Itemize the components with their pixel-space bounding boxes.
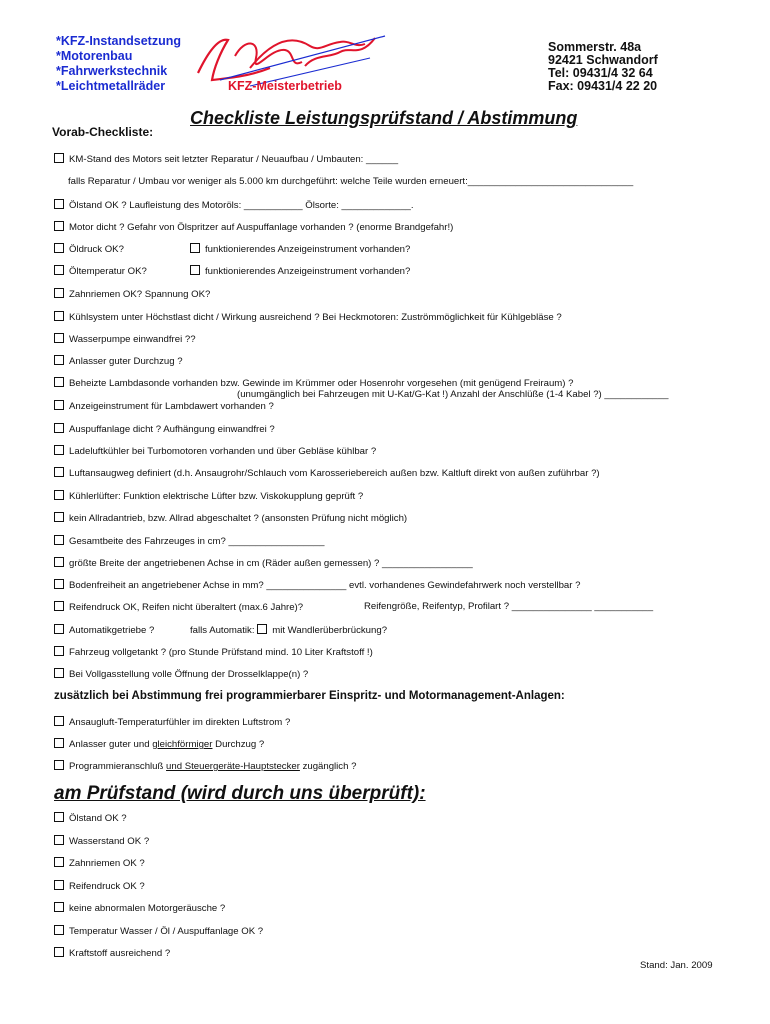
checkbox[interactable] [54,947,64,957]
check-item-reifendruck[interactable]: Reifendruck OK, Reifen nicht überaltert (max.6 Jahre)? [54,601,303,614]
check-item-allrad[interactable]: kein Allradantrieb, bzw. Allrad abgeschaltet ? (ansonsten Prüfung nicht möglich) [54,512,407,525]
address-line: Fax: 09431/4 22 20 [548,79,658,93]
checkbox[interactable] [54,835,64,845]
page-title: Checkliste Leistungsprüfstand / Abstimmung [190,108,578,128]
meisterbetrieb-label: KFZ-Meisterbetrieb [228,79,342,93]
check-item-pruefstand[interactable]: Reifendruck OK ? [54,880,145,893]
address-line: Sommerstr. 48a [548,40,642,54]
checkbox[interactable] [54,512,64,522]
checkbox[interactable] [54,880,64,890]
check-item-automatik[interactable]: Automatikgetriebe ? [54,624,154,637]
check-item-wasserpumpe[interactable]: Wasserpumpe einwandfrei ?? [54,333,196,346]
check-item-oelstand[interactable]: Ölstand OK ? Laufleistung des Motoröls: ___________ Ölsorte: _____________. [54,199,414,212]
address-line: Tel: 09431/4 32 64 [548,66,653,80]
check-item-lambda-instr[interactable]: Anzeigeinstrument für Lambdawert vorhanden ? [54,400,274,413]
check-item-bodenfreiheit[interactable]: Bodenfreiheit an angetriebener Achse in mm? _______________ evtl. vorhandenes Gewindefahrwerk noch verstellbar ? [54,579,580,592]
check-item-km-sub: falls Reparatur / Umbau vor weniger als 5.000 km durchgeführt: welche Teile wurden erneuert:_______________________________ [68,176,634,187]
checkbox[interactable] [54,377,64,387]
checkbox[interactable] [54,243,64,253]
check-item-anlasser2[interactable]: Anlasser guter und gleichförmiger Durchzug ? [54,738,264,751]
check-item-vollgetankt[interactable]: Fahrzeug vollgetankt ? (pro Stunde Prüfstand mind. 10 Liter Kraftstoff !) [54,646,373,659]
checkbox[interactable] [54,557,64,567]
checkbox[interactable] [54,624,64,634]
checkbox[interactable] [54,199,64,209]
checkbox[interactable] [54,857,64,867]
checkbox[interactable] [190,243,200,253]
services-list [56,34,181,94]
address-block [548,41,658,93]
check-item-pruefstand[interactable]: Temperatur Wasser / Öl / Auspuffanlage OK ? [54,925,263,938]
reifengroesse-field: Reifengröße, Reifentyp, Profilart ? _______________ ___________ [364,601,654,612]
check-item-drossel[interactable]: Bei Vollgasstellung volle Öffnung der Drosselklappe(n) ? [54,668,308,681]
check-item-pruefstand[interactable]: keine abnormalen Motorgeräusche ? [54,902,225,915]
checkbox[interactable] [54,423,64,433]
check-item-breite[interactable]: Gesamtbeite des Fahrzeuges in cm? __________________ [54,535,324,548]
checkbox[interactable] [54,288,64,298]
checkbox[interactable] [190,265,200,275]
check-item-luefter[interactable]: Kühlerlüfter: Funktion elektrische Lüfter bzw. Viskokupplung geprüft ? [54,490,363,503]
checkbox[interactable] [54,601,64,611]
checkbox[interactable] [54,668,64,678]
checkbox[interactable] [54,646,64,656]
address-line: 92421 Schwandorf [548,53,658,67]
service-item: *KFZ-Instandsetzung [56,34,181,48]
checkbox[interactable] [54,467,64,477]
checkbox[interactable] [54,355,64,365]
check-item-programm[interactable]: Programmieranschluß und Steuergeräte-Hauptstecker zugänglich ? [54,760,356,773]
checkbox[interactable] [54,400,64,410]
section-subtitle: Vorab-Checkliste: [52,125,154,139]
checkbox[interactable] [54,221,64,231]
checkbox[interactable] [54,445,64,455]
checkbox[interactable] [54,265,64,275]
check-item-pruefstand[interactable]: Kraftstoff ausreichend ? [54,947,170,960]
check-item-auspuff[interactable]: Auspuffanlage dicht ? Aufhängung einwandfrei ? [54,423,275,436]
check-item-oeldruck[interactable]: Öldruck OK? [54,243,124,256]
check-item-oeltemp-instr[interactable]: funktionierendes Anzeigeinstrument vorhanden? [190,265,410,278]
check-item-luftansaug[interactable]: Luftansaugweg definiert (d.h. Ansaugrohr/Schlauch vom Karosseriebereich außen bzw. Kaltluft direkt von außen zuführbar ?) [54,467,600,480]
checkbox[interactable] [54,738,64,748]
check-item-anlasser[interactable]: Anlasser guter Durchzug ? [54,355,183,368]
checkbox[interactable] [54,153,64,163]
checkbox[interactable] [54,490,64,500]
service-item: *Motorenbau [56,49,133,63]
check-item-kuehl[interactable]: Kühlsystem unter Höchstlast dicht / Wirkung ausreichend ? Bei Heckmotoren: Zuströmmöglichkeit für Kühlgebläse ? [54,311,562,324]
check-item-pruefstand[interactable]: Wasserstand OK ? [54,835,149,848]
check-item-oeltemp[interactable]: Öltemperatur OK? [54,265,147,278]
section2-heading: zusätzlich bei Abstimmung frei programmierbarer Einspritz- und Motormanagement-Anlagen: [54,690,565,702]
check-item-zahnriemen[interactable]: Zahnriemen OK? Spannung OK? [54,288,210,301]
checkbox[interactable] [54,716,64,726]
check-item-wandler[interactable]: falls Automatik: mit Wandlerüberbrückung? [190,625,388,636]
check-item-lambda-sub: (unumgänglich bei Fahrzeugen mit U-Kat/G-Kat !) Anzahl der Anschlüße (1-4 Kabel ?) ____________ [237,389,669,400]
check-item-oeldruck-instr[interactable]: funktionierendes Anzeigeinstrument vorhanden? [190,243,410,256]
check-item-km[interactable]: KM-Stand des Motors seit letzter Reparatur / Neuaufbau / Umbauten: ______ [54,153,398,166]
check-item-ladeluft[interactable]: Ladeluftkühler bei Turbomotoren vorhanden und über Gebläse kühlbar ? [54,445,376,458]
checkbox[interactable] [54,535,64,545]
checkbox[interactable] [54,579,64,589]
service-item: *Fahrwerkstechnik [56,64,168,78]
checkbox[interactable] [54,925,64,935]
checkbox[interactable] [54,812,64,822]
check-item-pruefstand[interactable]: Zahnriemen OK ? [54,857,145,870]
checkbox[interactable] [54,760,64,770]
checkbox[interactable] [54,311,64,321]
check-item-achse[interactable]: größte Breite der angetriebenen Achse in cm (Räder außen gemessen) ? _________________ [54,557,473,570]
check-item-ansaugluft[interactable]: Ansaugluft-Temperaturfühler im direkten Luftstrom ? [54,716,290,729]
checkbox[interactable] [54,902,64,912]
section3-heading: am Prüfstand (wird durch uns überprüft): [54,783,426,804]
revision-date: Stand: Jan. 2009 [640,960,713,971]
checkbox[interactable] [257,624,267,634]
check-item-lambda[interactable]: Beheizte Lambdasonde vorhanden bzw. Gewinde im Krümmer oder Hosenrohr vorgesehen (mit genügend Freiraum) ? [54,377,573,390]
service-item: *Leichtmetallräder [56,79,166,93]
checkbox[interactable] [54,333,64,343]
check-item-dicht[interactable]: Motor dicht ? Gefahr von Ölspritzer auf Auspuffanlage vorhanden ? (enorme Brandgefahr!) [54,221,453,234]
check-item-pruefstand[interactable]: Ölstand OK ? [54,812,127,825]
